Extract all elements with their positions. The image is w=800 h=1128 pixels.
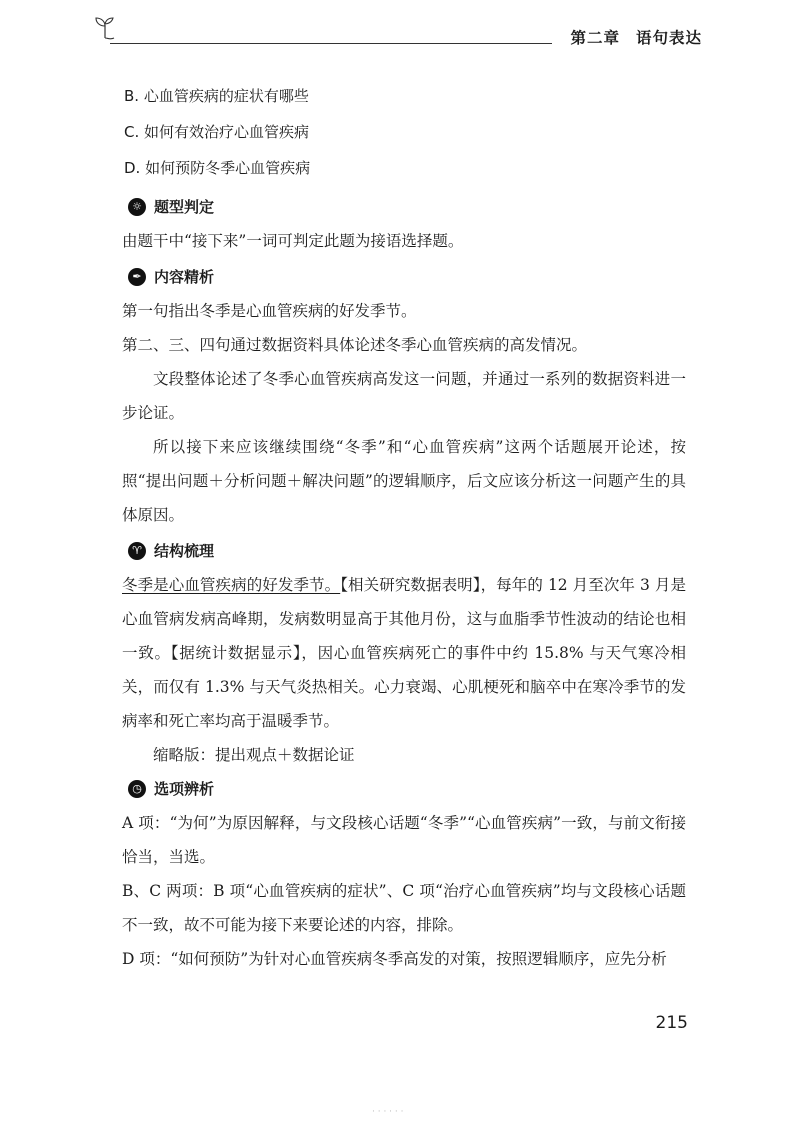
section-title: 题型判定 [154, 198, 215, 216]
topic-sentence: 冬季是心血管疾病的好发季节。 [122, 576, 341, 594]
header-rule [110, 43, 552, 44]
paragraph: 由题干中“接下来”一词可判定此题为接语选择题。 [122, 232, 464, 250]
paragraph: B、C 两项：B 项“心血管疾病的症状”、C 项“治疗心血管疾病”均与文段核心话题不一致，故不可能为接下来要论述的内容，排除。 [122, 882, 686, 934]
section-title: 内容精析 [154, 268, 215, 286]
watermark: · · · · · · [372, 1107, 404, 1117]
sprout-icon [92, 14, 118, 40]
paragraph: 文段整体论述了冬季心血管疾病高发这一问题，并通过一系列的数据资料进一步论证。 [122, 370, 686, 422]
gear-icon: ☼ [128, 198, 146, 216]
section-heading-structure [122, 534, 686, 568]
clock-icon: ◷ [128, 780, 146, 798]
chapter-number: 第二章 [570, 29, 620, 47]
paragraph: A 项：“为何”为原因解释，与文段核心话题“冬季”“心血管疾病”一致，与前文衔接恰当，当选。 [122, 814, 686, 866]
chapter-section: 语句表达 [635, 29, 702, 47]
option-c: C. 如何有效治疗心血管疾病 [124, 123, 310, 141]
section-title: 选项辨析 [154, 780, 215, 798]
section-heading-judge [122, 190, 686, 224]
structure-body: 【相关研究数据表明】，每年的 12 月至次年 3 月是心血管病发病高峰期，发病数明显高于其他月份，这与血脂季节性波动的结论也相一致。【据统计数据显示】，因心血管疾病死亡的事件中约 15.8% 与天气寒冷相关，而仅有 1.3% 与天气炎热相关。心力衰竭、心肌梗死和脑卒中在寒冷季节的发病率和死亡率均高于温暖季节。 [122, 576, 686, 730]
pen-nib-icon: ✒ [128, 268, 146, 286]
section-heading-analysis [122, 260, 686, 294]
paragraph: D 项：“如何预防”为针对心血管疾病冬季高发的对策，按照逻辑顺序，应先分析 [122, 950, 667, 968]
section-heading-options [122, 772, 686, 806]
paragraph: 所以接下来应该继续围绕“冬季”和“心血管疾病”这两个话题展开论述，按照“提出问题＋分析问题＋解决问题”的逻辑顺序，后文应该分析这一问题产生的具体原因。 [122, 438, 686, 524]
paragraph: 第二、三、四句通过数据资料具体论述冬季心血管疾病的高发情况。 [122, 336, 588, 354]
tree-structure-icon: ♈ [128, 542, 146, 560]
running-header [92, 10, 702, 50]
page-content [122, 82, 686, 976]
structure-paragraph [122, 568, 686, 738]
page-number: 215 [655, 1013, 688, 1033]
section-title: 结构梳理 [154, 542, 215, 560]
paragraph: 第一句指出冬季是心血管疾病的好发季节。 [122, 302, 417, 320]
option-b: B. 心血管疾病的症状有哪些 [124, 87, 309, 105]
chapter-title [570, 26, 702, 48]
option-d: D. 如何预防冬季心血管疾病 [124, 159, 311, 177]
summary-line: 缩略版：提出观点＋数据论证 [153, 746, 355, 764]
